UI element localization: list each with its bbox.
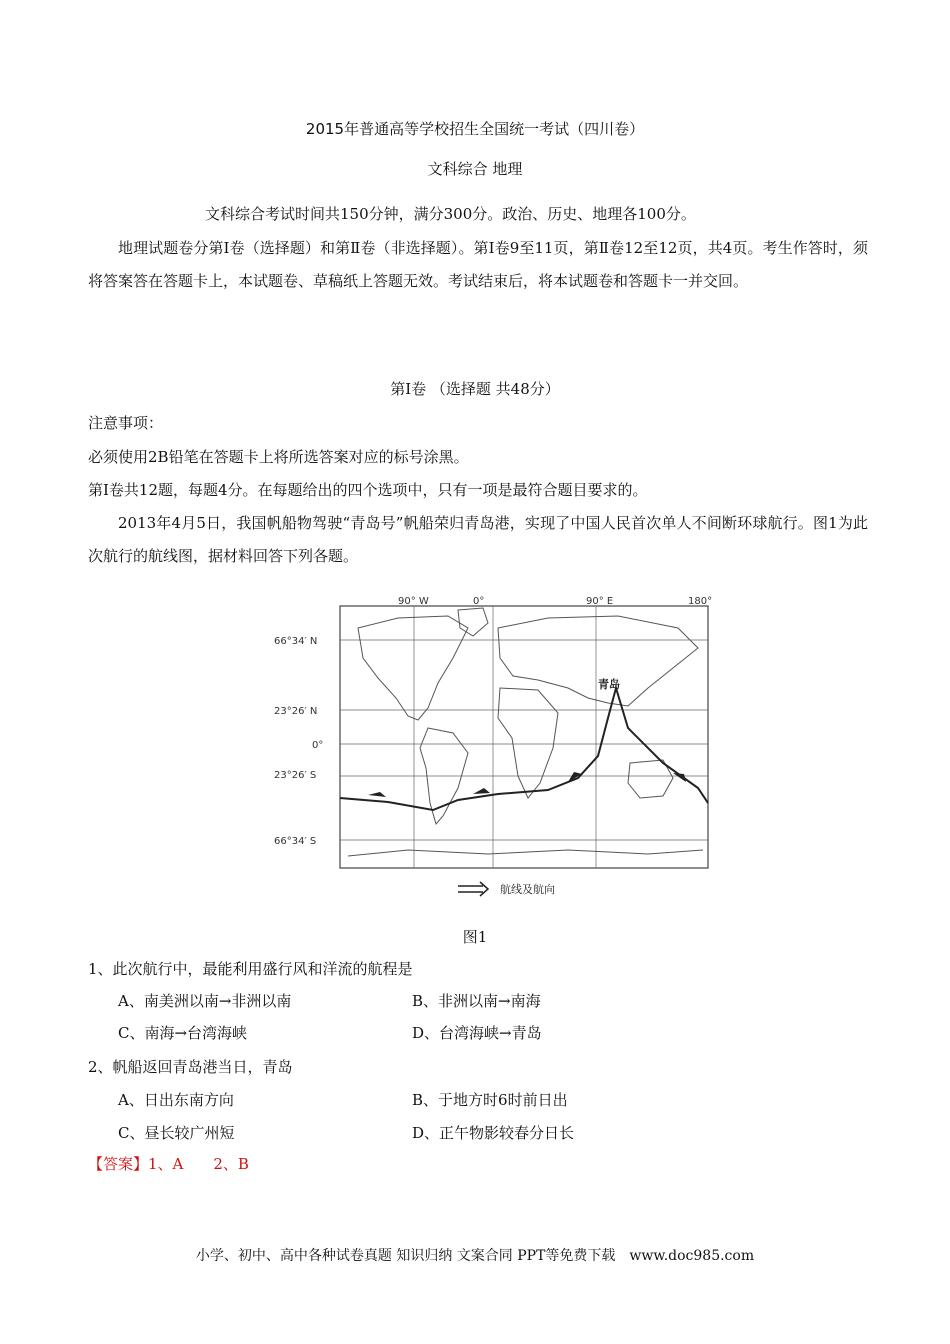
- notice-2: 第Ⅰ卷共12题，每题4分。在每题给出的四个选项中，只有一项是最符合题目要求的。: [88, 481, 648, 499]
- q2-option-d[interactable]: D、正午物影较春分日长: [412, 1124, 575, 1142]
- figure-caption: 图1: [462, 928, 488, 946]
- intro-line: 文科综合考试时间共150分钟，满分300分。政治、历史、地理各100分。: [205, 205, 696, 223]
- lat-label-6634n: 66°34′ N: [274, 636, 318, 647]
- question-2-stem: 2、帆船返回青岛港当日，青岛: [88, 1058, 293, 1076]
- route-map: [268, 588, 734, 908]
- lat-label-0: 0°: [312, 740, 324, 751]
- sailing-route: [340, 688, 708, 810]
- africa: [498, 688, 558, 798]
- section-heading: 第Ⅰ卷 （选择题 共48分）: [390, 380, 560, 398]
- europe-asia: [498, 616, 698, 706]
- lat-label-2326s: 23°26′ S: [274, 770, 317, 781]
- antarctica: [348, 850, 703, 856]
- q2-option-b[interactable]: B、于地方时6时前日出: [412, 1091, 568, 1109]
- question-1-stem: 1、此次航行中，最能利用盛行风和洋流的航程是: [88, 960, 413, 978]
- answer-key: 【答案】1、A 2、B: [88, 1155, 249, 1173]
- lon-label-90w: 90° W: [398, 596, 429, 607]
- q1-option-c[interactable]: C、南海→台湾海峡: [118, 1024, 248, 1042]
- q1-option-d[interactable]: D、台湾海峡→青岛: [412, 1024, 542, 1042]
- map-frame: [340, 606, 708, 868]
- greenland: [458, 608, 488, 636]
- q2-option-a[interactable]: A、日出东南方向: [118, 1091, 234, 1109]
- lat-label-2326n: 23°26′ N: [274, 706, 318, 717]
- q1-option-a[interactable]: A、南美洲以南→非洲以南: [118, 992, 292, 1010]
- notice-1: 必须使用2B铅笔在答题卡上将所选答案对应的标号涂黑。: [88, 448, 469, 466]
- page-footer: 小学、初中、高中各种试卷真题 知识归纳 文案合同 PPT等免费下载 www.doc985.com: [195, 1248, 755, 1264]
- notice-label: 注意事项：: [88, 414, 164, 432]
- qingdao-label: 青岛: [598, 678, 620, 691]
- lon-label-90e: 90° E: [586, 596, 614, 607]
- exam-title: 2015年普通高等学校招生全国统一考试（四川卷）: [305, 120, 645, 138]
- q1-option-b[interactable]: B、非洲以南→南海: [412, 992, 541, 1010]
- lon-label-0: 0°: [473, 596, 485, 607]
- lat-label-6634s: 66°34′ S: [274, 836, 317, 847]
- lon-label-180: 180°: [688, 596, 713, 607]
- q2-option-c[interactable]: C、昼长较广州短: [118, 1124, 235, 1142]
- legend-label: 航线及航向: [500, 883, 555, 896]
- north-america: [358, 616, 468, 720]
- intro-paragraph: 地理试题卷分第Ⅰ卷（选择题）和第Ⅱ卷（非选择题）。第Ⅰ卷9至11页，第Ⅱ卷12至12页，共4页。考生作答时，须将答案答在答题卡上，本试题卷、草稿纸上答题无效。考试结束后，将本试题卷和答题卡一并交回。: [88, 239, 868, 290]
- map-legend: [458, 882, 555, 896]
- material-paragraph: 2013年4月5日，我国帆船物驾驶“青岛号”帆船荣归青岛港，实现了中国人民首次单人不间断环球航行。图1为此次航行的航线图，据材料回答下列各题。: [88, 514, 868, 565]
- exam-subtitle: 文科综合 地理: [427, 160, 523, 178]
